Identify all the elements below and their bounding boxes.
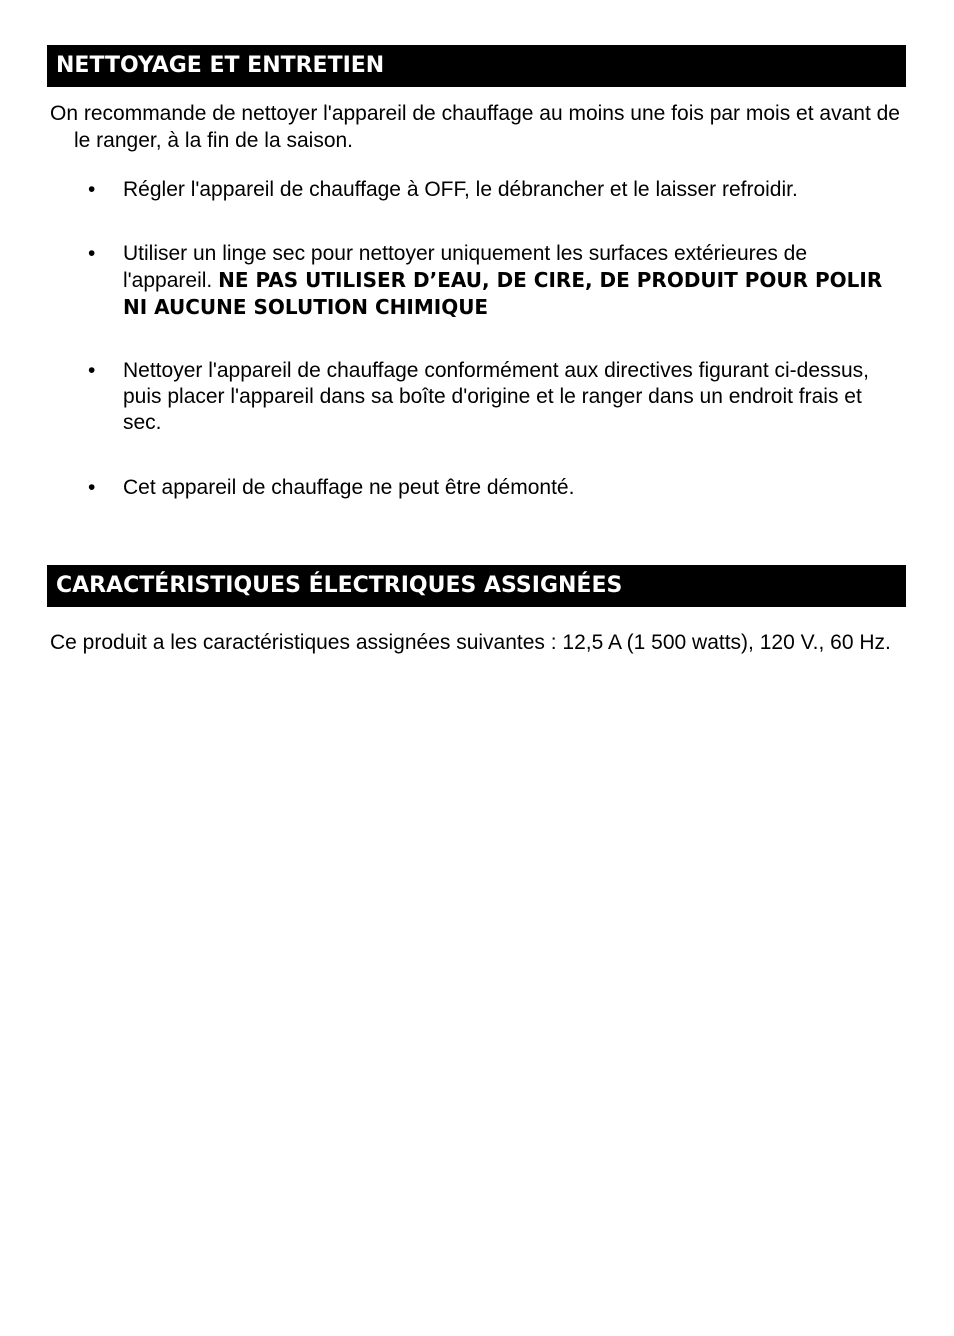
section-title-nettoyage: NETTOYAGE ET ENTRETIEN: [47, 45, 906, 87]
list-item-text: [123, 241, 883, 321]
warning-text: NE PAS UTILISER D’EAU, DE CIRE, DE PRODUIT POUR POLIR NI AUCUNE SOLUTION CHIMIQUE: [123, 268, 883, 319]
list-item-text: [123, 177, 883, 203]
list-item-plain: Utiliser un linge sec pour nettoyer uniquement les surfaces extérieures de l'appareil.: [123, 242, 808, 292]
bullet-icon: •: [88, 359, 96, 382]
list-item-plain: Cet appareil de chauffage ne peut être démonté.: [123, 476, 575, 499]
electrical-rating-text: Ce produit a les caractéristiques assignées suivantes : 12,5 A (1 500 watts), 120 V., 60 Hz.: [50, 631, 891, 654]
bullet-icon: •: [88, 178, 96, 201]
intro-paragraph: On recommande de nettoyer l'appareil de chauffage au moins une fois par mois et avant de le ranger, à la fin de la saison.: [50, 102, 900, 152]
bullet-icon: •: [88, 242, 96, 265]
bullet-icon: •: [88, 476, 96, 499]
list-item-text: [123, 475, 883, 501]
list-item-text: [123, 358, 883, 436]
section-title-caracteristiques: CARACTÉRISTIQUES ÉLECTRIQUES ASSIGNÉES: [47, 565, 906, 607]
list-item-plain: Régler l'appareil de chauffage à OFF, le débrancher et le laisser refroidir.: [123, 178, 798, 201]
list-item-plain: Nettoyer l'appareil de chauffage conformément aux directives figurant ci-dessus, puis placer l'appareil dans sa boîte d'origine et le ranger dans un endroit frais et sec.: [123, 359, 870, 434]
